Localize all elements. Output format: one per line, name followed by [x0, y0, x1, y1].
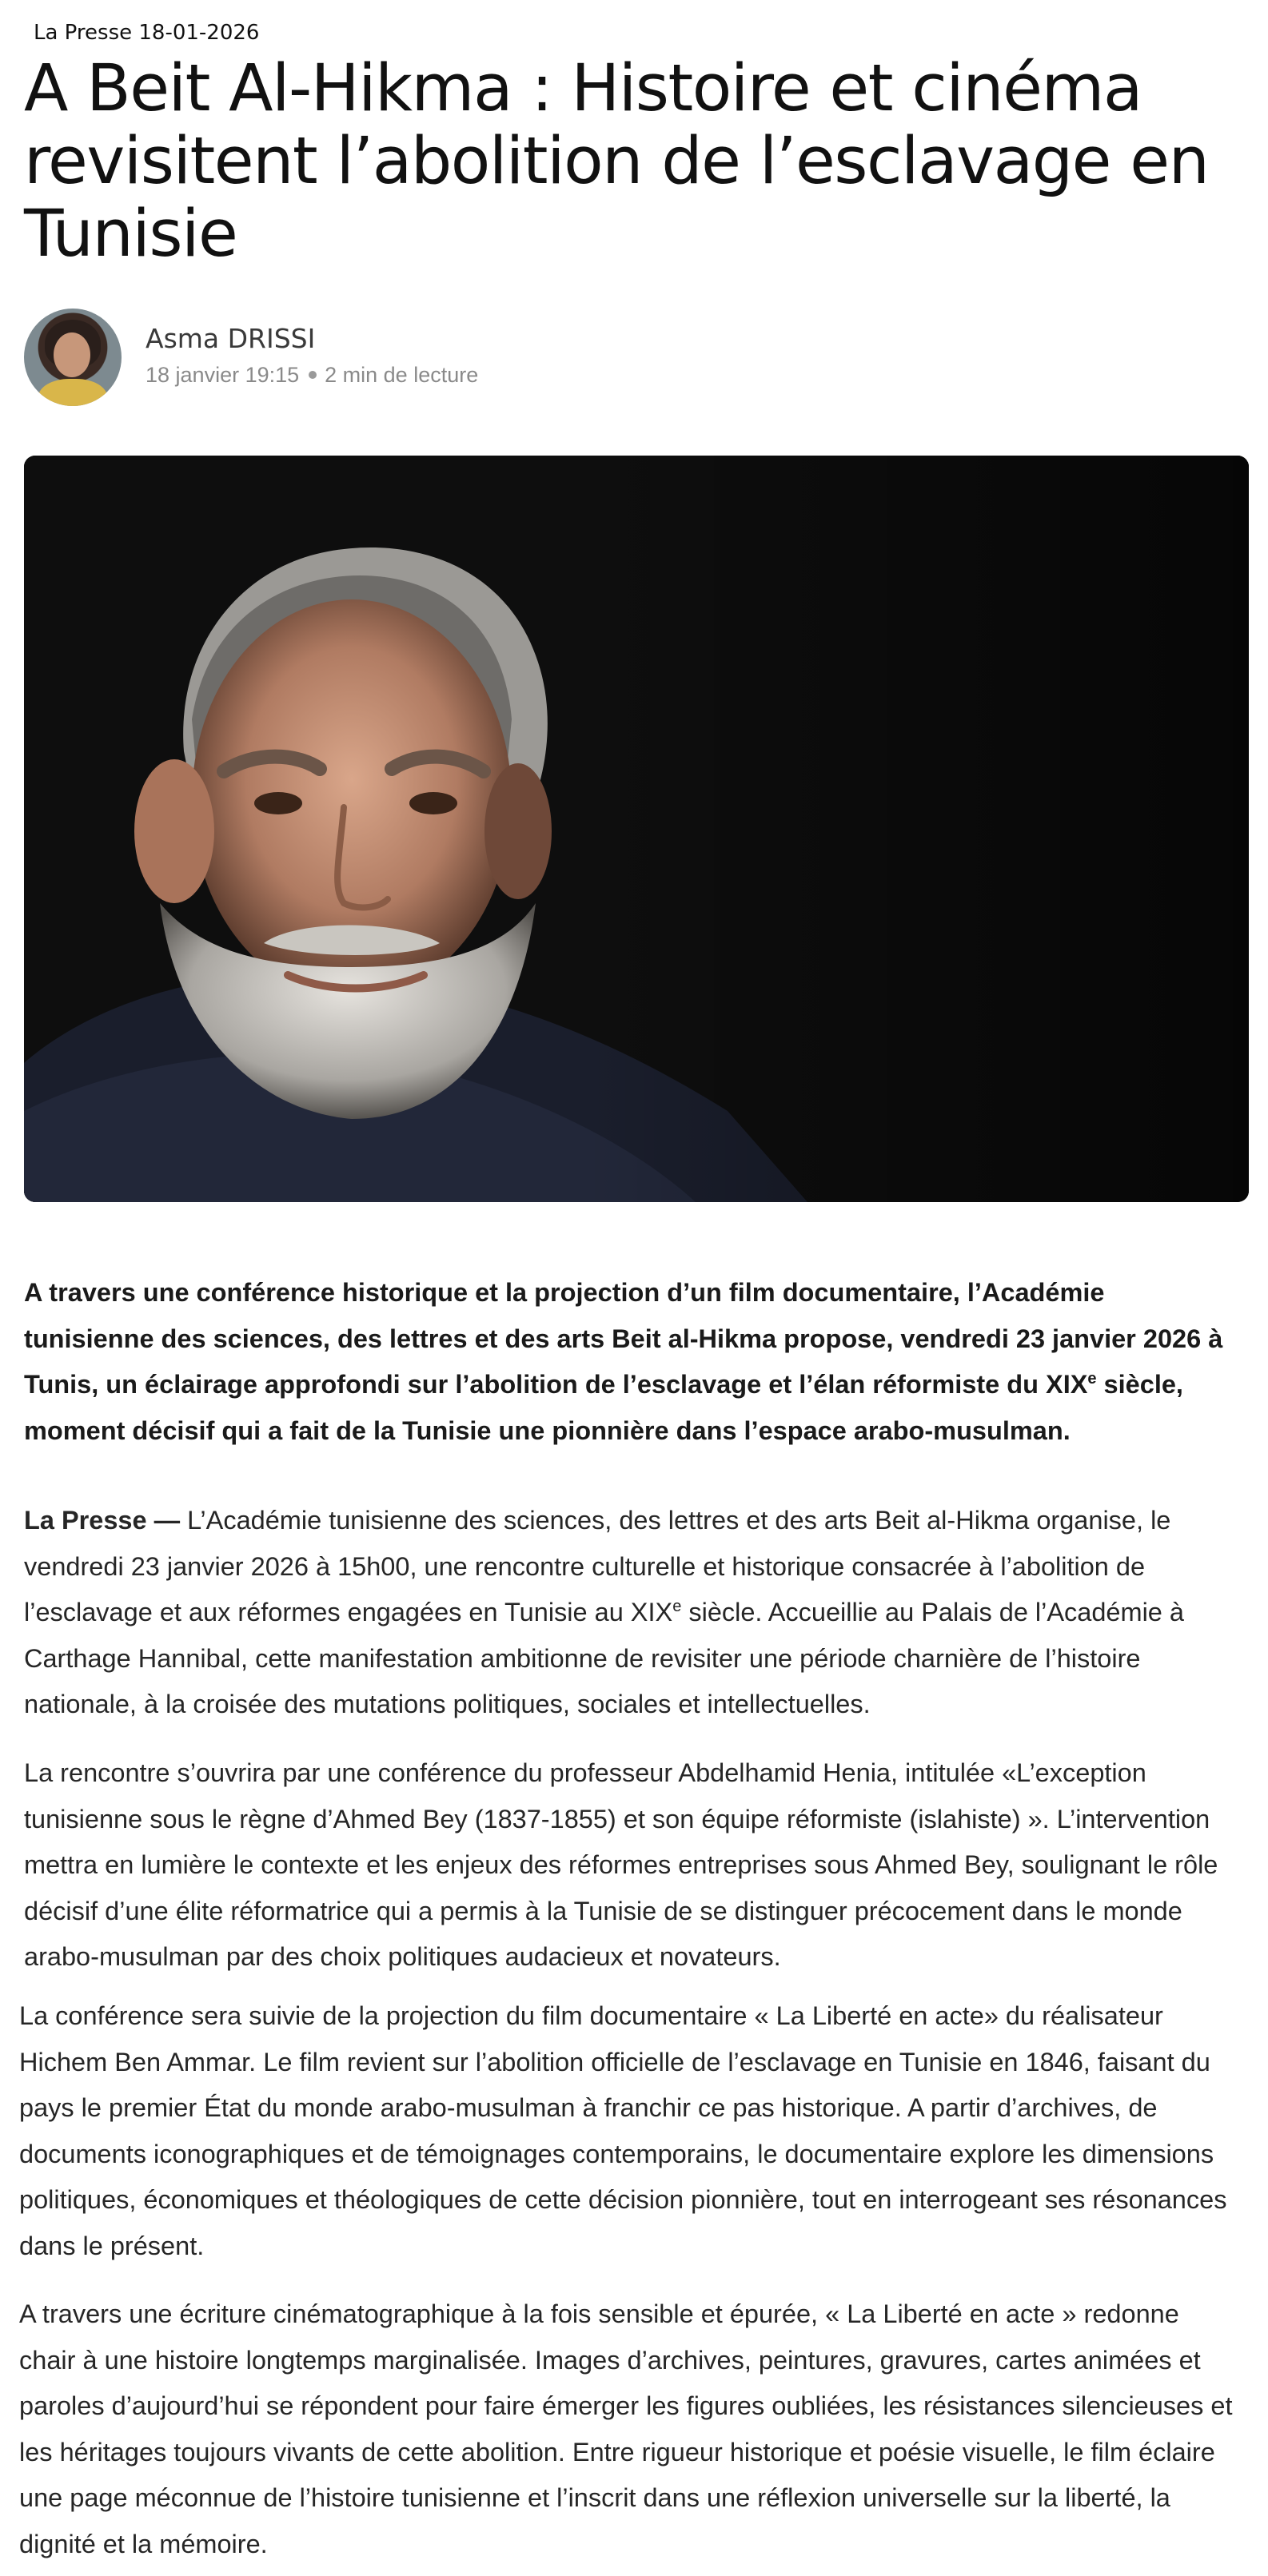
- lead-text-end: siècle, moment décisif qui a fait de la Tunisie une pionnière dans l’espace arabo-musulman.: [24, 1370, 1183, 1445]
- p1-text-end: siècle. Accueillie au Palais de l’Académie à Carthage Hannibal, cette manifestation ambitionne de revisiter une période charnière de l’histoire nationale, à la croisée des mutations politiques, sociales et intellectuelles.: [24, 1598, 1184, 1718]
- lead-text-start: A travers une conférence historique et la projection d’un film documentaire, l’Académie tunisienne des sciences, des lettres et des arts Beit al-Hikma propose, vendredi 23 janvier 2026 à Tunis, un éclairage approfondi sur l’abolition de l’esclavage et l’élan réformiste du XIX: [24, 1278, 1223, 1399]
- p1-text-start: L’Académie tunisienne des sciences, des lettres et des arts Beit al-Hikma organise, le vendredi 23 janvier 2026 à 15h00, une rencontre culturelle et historique consacrée à l’abolition de l’esclavage et aux réformes engagées en Tunisie au XIX: [24, 1506, 1171, 1626]
- avatar-shirt: [38, 379, 107, 406]
- lead-superscript: e: [1087, 1370, 1097, 1388]
- article-lead: [24, 1270, 1231, 1454]
- portrait-illustration: [24, 456, 1249, 1202]
- paragraph-2: La rencontre s’ouvrira par une conférence du professeur Abdelhamid Henia, intitulée «L’exception tunisienne sous le règne d’Ahmed Bey (1837-1855) et son équipe réformiste (islahiste) ». L’intervention mettra en lumière le contexte et les enjeux des réformes entreprises sous Ahmed Bey, soulignant le rôle décisif d’une élite réformatrice qui a permis à la Tunisie de se distinguer précocement dans le monde arabo-musulman par des choix politiques audacieux et novateurs.: [24, 1758, 1218, 1971]
- paragraph-4: A travers une écriture cinématographique à la fois sensible et épurée, « La Liberté en acte » redonne chair à une histoire longtemps marginalisée. Images d’archives, peintures, gravures, cartes animées et paroles d’aujourd’hui se répondent pour faire émerger les figures oubliées, les résistances silencieuses et les héritages toujours vivants de cette abolition. Entre rigueur historique et poésie visuelle, le film éclaire une page méconnue de l’histoire tunisienne et l’inscrit dans une réflexion universelle sur la liberté, la dignité et la mémoire.: [19, 2299, 1233, 2558]
- author-avatar[interactable]: [24, 309, 122, 406]
- article-headline: A Beit Al-Hikma : Histoire et cinéma revisitent l’abolition de l’esclavage en Tunisie: [24, 51, 1209, 272]
- dateline: La Presse 18-01-2026: [34, 21, 260, 45]
- source-kicker: La Presse —: [24, 1506, 181, 1535]
- reading-time: 2 min de lecture: [325, 363, 479, 387]
- article-meta: [146, 363, 478, 388]
- paragraph-1: [24, 1498, 1239, 1728]
- p1-superscript: e: [672, 1598, 682, 1616]
- separator-dot-icon: [309, 371, 317, 379]
- paragraph-3: La conférence sera suivie de la projection du film documentaire « La Liberté en acte» du réalisateur Hichem Ben Ammar. Le film revient sur l’abolition officielle de l’esclavage en Tunisie en 1846, faisant du pays le premier État du monde arabo-musulman à franchir ce pas historique. A partir d’archives, de documents iconographiques et de témoignages contemporains, le documentaire explore les dimensions politiques, économiques et théologiques de cette décision pionnière, tout en interrogeant ses résonances dans le présent.: [19, 2001, 1227, 2260]
- avatar-face: [54, 332, 90, 377]
- author-name[interactable]: Asma DRISSI: [146, 323, 316, 354]
- publish-date: 18 janvier 19:15: [146, 363, 300, 387]
- hero-image: [24, 456, 1249, 1202]
